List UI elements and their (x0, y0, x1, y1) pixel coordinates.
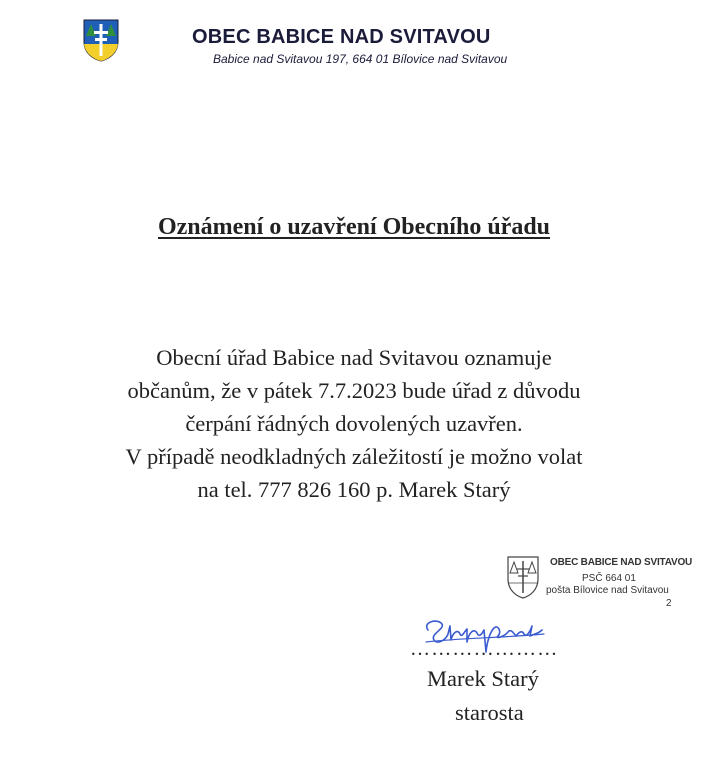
stamp-postal-code: PSČ 664 01 (582, 573, 636, 584)
body-line: V případě neodkladných záležitostí je možno volat (125, 444, 583, 469)
body-line: občanům, že v pátek 7.7.2023 bude úřad z důvodu (127, 378, 581, 403)
stamp-name: OBEC BABICE NAD SVITAVOU (550, 557, 693, 568)
body-line: Obecní úřad Babice nad Svitavou oznamuje (156, 345, 552, 370)
stamp-post-office: pošta Bílovice nad Svitavou (546, 585, 669, 596)
announcement-body (40, 341, 668, 506)
municipal-crest-icon (82, 18, 120, 62)
body-line: na tel. 777 826 160 p. Marek Starý (197, 477, 511, 502)
body-line: čerpání řádných dovolených uzavřen. (185, 411, 523, 436)
municipality-address: Babice nad Svitavou 197, 664 01 Bílovice nad Svitavou (213, 52, 508, 66)
signer-role: starosta (455, 700, 524, 725)
official-stamp (506, 553, 693, 613)
municipality-name: OBEC BABICE NAD SVITAVOU (192, 26, 491, 48)
document-title: Oznámení o uzavření Obecního úřadu (157, 214, 551, 240)
stamp-crest-icon (506, 555, 540, 599)
stamp-number: 2 (666, 598, 672, 609)
signer-name: Marek Starý (427, 666, 539, 691)
signature-line: ………………… (410, 638, 559, 660)
